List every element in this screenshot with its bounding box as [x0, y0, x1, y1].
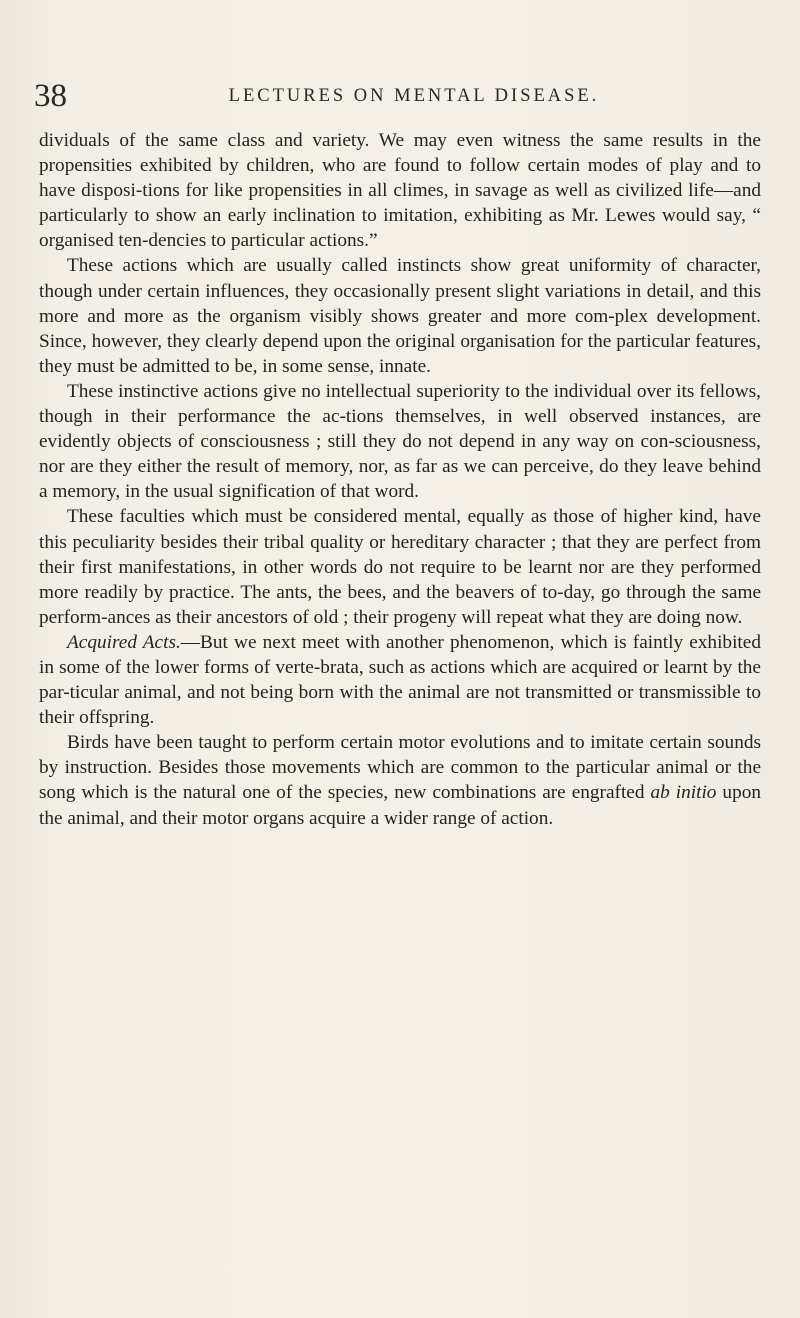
latin-phrase: ab initio [650, 782, 717, 804]
paragraph-birds-text-end: upon the animal, and their motor organs acquire a wider range of action. [39, 782, 761, 829]
body-text [39, 128, 761, 831]
paragraph-birds [39, 730, 761, 830]
running-head: LECTURES ON MENTAL DISEASE. [228, 86, 600, 106]
paragraph-continued: dividuals of the same class and variety. We may even witness the same results in the propensities exhibited by children, who are found to follow certain modes of play and to have disposi-tions for like propensities in all climes, in savage as well as civilized life—and particularly to show an early inclination to imitation, exhibiting as Mr. Lewes would say, “ organised ten-dencies to particular actions.” [39, 130, 761, 252]
paragraph-instinctive-actions: These instinctive actions give no intellectual superiority to the individual over its fellows, though in their performance the ac-tions themselves, in well observed instances, are evidently objects of consciousness ; still they do not depend in any way on con-sciousness, nor are they either the result of memory, nor, as far as we can perceive, do they leave behind a memory, in the usual signification of that word. [39, 380, 761, 503]
paragraph-faculties: These faculties which must be considered mental, equally as those of higher kind, have this peculiarity besides their tribal quality or hereditary character ; that they are perfect from their first manifestations, in other words do not require to be learnt nor are they performed more readily by practice. The ants, the bees, and the beavers of to-day, go through the same perform-ances as their ancestors of old ; their progeny will repeat what they are doing now. [39, 506, 761, 628]
paragraph-acquired-acts-text: —But we next meet with another phenomenon, which is faintly exhibited in some of the lower forms of verte-brata, such as actions which are acquired or learnt by the par-ticular animal, and not being born with the animal are not transmitted or transmissible to their offspring. [39, 631, 761, 729]
page-header [34, 76, 754, 116]
page-number: 38 [34, 78, 67, 114]
section-heading-acquired-acts: Acquired Acts. [67, 631, 181, 653]
paragraph-instincts: These actions which are usually called instincts show great uniformity of character, though under certain influences, they occasionally present slight variations in detail, and this more and more as the organism visibly shows greater and more com-plex development. Since, however, they clearly depend upon the original organisation for the particular features, they must be admitted to be, in some sense, innate. [39, 255, 761, 377]
paragraph-acquired-acts [39, 630, 761, 730]
paragraph-birds-text-start: Birds have been taught to perform certain motor evolutions and to imitate certain sounds by instruction. Besides those movements which are common to the particular animal or the song which is the natural one of the species, new combinations are engrafted [39, 732, 761, 804]
